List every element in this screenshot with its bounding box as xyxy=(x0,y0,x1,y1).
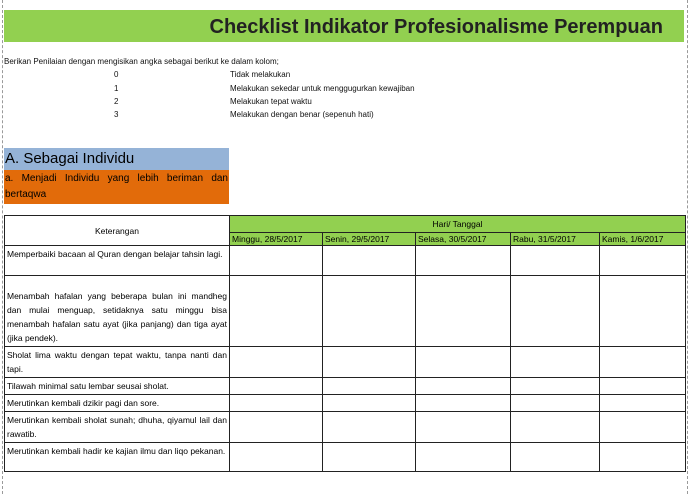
score-cell[interactable] xyxy=(600,443,686,472)
scale-label: Melakukan dengan benar (sepenuh hati) xyxy=(230,110,374,119)
score-cell[interactable] xyxy=(230,395,323,412)
scale-value: 3 xyxy=(114,110,119,119)
score-cell[interactable] xyxy=(600,347,686,378)
subsection-heading: a. Menjadi Individu yang lebih beriman dan bertaqwa xyxy=(4,170,229,204)
scale-value: 0 xyxy=(114,70,119,79)
row-description: Merutinkan kembali dzikir pagi dan sore. xyxy=(5,395,230,412)
score-cell[interactable] xyxy=(323,347,416,378)
score-cell[interactable] xyxy=(416,395,511,412)
scale-label: Melakukan sekedar untuk menggugurkan kewajiban xyxy=(230,84,415,93)
score-cell[interactable] xyxy=(511,276,600,347)
page-break-left xyxy=(2,0,3,494)
score-cell[interactable] xyxy=(416,276,511,347)
table-row xyxy=(5,276,686,347)
score-cell[interactable] xyxy=(600,246,686,276)
score-cell[interactable] xyxy=(323,412,416,443)
table-row xyxy=(5,246,686,276)
row-description: Menambah hafalan yang beberapa bulan ini mandheg dan mulai menguap, setidaknya satu minggu bisa menambah hafalan satu ayat (jika panjang) dan tiga ayat (jika pendek). xyxy=(5,276,230,347)
score-cell[interactable] xyxy=(416,443,511,472)
table-row xyxy=(5,412,686,443)
score-cell[interactable] xyxy=(323,378,416,395)
score-cell[interactable] xyxy=(511,347,600,378)
score-cell[interactable] xyxy=(416,378,511,395)
scale-label: Tidak melakukan xyxy=(230,70,291,79)
row-description: Merutinkan kembali sholat sunah; dhuha, qiyamul lail dan rawatib. xyxy=(5,412,230,443)
score-cell[interactable] xyxy=(230,246,323,276)
score-cell[interactable] xyxy=(600,276,686,347)
day-header: Kamis, 1/6/2017 xyxy=(600,233,686,246)
row-description: Memperbaiki bacaan al Quran dengan belajar tahsin lagi. xyxy=(5,246,230,276)
table-row xyxy=(5,347,686,378)
row-description: Sholat lima waktu dengan tepat waktu, tanpa nanti dan tapi. xyxy=(5,347,230,378)
score-cell[interactable] xyxy=(323,443,416,472)
score-cell[interactable] xyxy=(230,378,323,395)
row-description: Merutinkan kembali hadir ke kajian ilmu dan liqo pekanan. xyxy=(5,443,230,472)
table-row xyxy=(5,443,686,472)
page-title: Checklist Indikator Profesionalisme Perempuan xyxy=(209,16,663,38)
score-cell[interactable] xyxy=(511,395,600,412)
title-bar xyxy=(4,10,684,42)
score-cell[interactable] xyxy=(416,412,511,443)
score-cell[interactable] xyxy=(600,395,686,412)
score-cell[interactable] xyxy=(511,412,600,443)
day-header: Rabu, 31/5/2017 xyxy=(511,233,600,246)
score-cell[interactable] xyxy=(600,412,686,443)
keterangan-header: Keterangan xyxy=(5,216,230,246)
scale-value: 1 xyxy=(114,84,119,93)
score-cell[interactable] xyxy=(230,443,323,472)
score-cell[interactable] xyxy=(511,246,600,276)
instruction-text: Berikan Penilaian dengan mengisikan angka sebagai berikut ke dalam kolom; xyxy=(4,57,279,66)
score-cell[interactable] xyxy=(416,246,511,276)
score-cell[interactable] xyxy=(511,443,600,472)
day-header: Senin, 29/5/2017 xyxy=(323,233,416,246)
row-description: Tilawah minimal satu lembar seusai sholat. xyxy=(5,378,230,395)
day-header: Selasa, 30/5/2017 xyxy=(416,233,511,246)
scale-label: Melakukan tepat waktu xyxy=(230,97,312,106)
scale-value: 2 xyxy=(114,97,119,106)
score-cell[interactable] xyxy=(323,395,416,412)
date-group-header: Hari/ Tanggal xyxy=(230,216,686,233)
score-cell[interactable] xyxy=(230,347,323,378)
score-cell[interactable] xyxy=(323,276,416,347)
section-heading: A. Sebagai Individu xyxy=(4,148,229,170)
score-cell[interactable] xyxy=(323,246,416,276)
day-header: Minggu, 28/5/2017 xyxy=(230,233,323,246)
score-cell[interactable] xyxy=(416,347,511,378)
table-row xyxy=(5,395,686,412)
score-cell[interactable] xyxy=(600,378,686,395)
checklist-table xyxy=(4,215,686,472)
score-cell[interactable] xyxy=(230,276,323,347)
page-break-right xyxy=(687,0,688,494)
score-cell[interactable] xyxy=(511,378,600,395)
table-row xyxy=(5,378,686,395)
score-cell[interactable] xyxy=(230,412,323,443)
